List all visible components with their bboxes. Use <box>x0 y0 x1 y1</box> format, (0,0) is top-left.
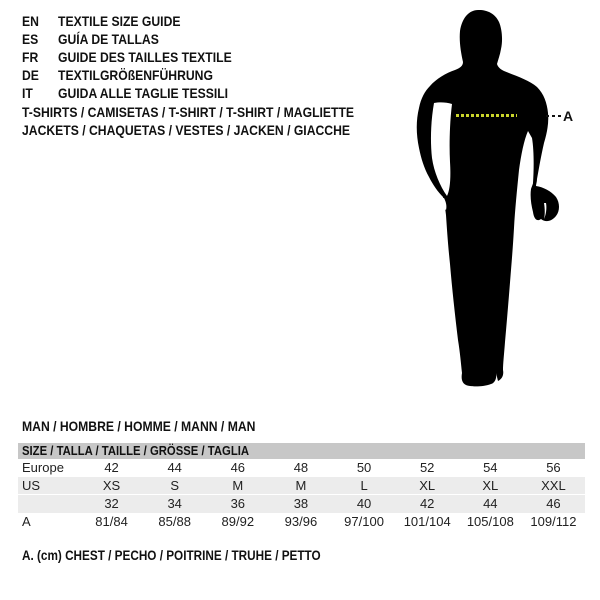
category-jackets: JACKETS / CHAQUETAS / VESTES / JACKEN / GIACCHE <box>22 122 351 138</box>
measure-label-a: A <box>563 108 574 124</box>
chest-measure-line <box>456 114 517 117</box>
language-label: TEXTILGRÖßENFÜHRUNG <box>58 67 213 83</box>
row-label: A <box>22 514 31 529</box>
table-row-europe: Europe 42 44 46 48 50 52 54 56 <box>18 459 585 477</box>
language-code: DE <box>22 67 39 83</box>
language-label: TEXTILE SIZE GUIDE <box>58 13 181 29</box>
section-title-man: MAN / HOMBRE / HOMME / MANN / MAN <box>22 418 256 434</box>
row-label: Europe <box>22 460 64 475</box>
category-tshirts: T-SHIRTS / CAMISETAS / T-SHIRT / T-SHIRT / MAGLIETTE <box>22 104 355 120</box>
language-list <box>22 12 258 102</box>
language-row <box>22 48 258 66</box>
language-label: GUÍA DE TALLAS <box>58 31 159 47</box>
measurement-footnote: A. (cm) CHEST / PECHO / POITRINE / TRUHE / PETTO <box>22 548 321 563</box>
table-row-chest-a: A 81/84 85/88 89/92 93/96 97/100 101/104 105/108 109/112 <box>18 513 585 531</box>
size-table <box>18 443 585 531</box>
language-code: IT <box>22 85 33 101</box>
measure-pointer-dashes <box>546 115 562 117</box>
category-list <box>22 103 404 139</box>
language-row <box>22 66 258 84</box>
language-row <box>22 30 258 48</box>
language-label: GUIDA ALLE TAGLIE TESSILI <box>58 85 229 101</box>
size-table-header: SIZE / TALLA / TAILLE / GRÖSSE / TAGLIA <box>18 443 585 459</box>
row-label <box>18 495 80 513</box>
language-label: GUIDE DES TAILLES TEXTILE <box>58 49 232 65</box>
language-code: EN <box>22 13 39 29</box>
man-silhouette <box>395 5 575 390</box>
table-row-us: US XS S M M L XL XL XXL <box>18 477 585 495</box>
table-row-us-numeric: 32 34 36 38 40 42 44 46 <box>18 495 585 513</box>
language-code: ES <box>22 31 39 47</box>
language-row <box>22 12 258 30</box>
language-row <box>22 84 258 102</box>
row-label: US <box>22 478 41 493</box>
language-code: FR <box>22 49 39 65</box>
